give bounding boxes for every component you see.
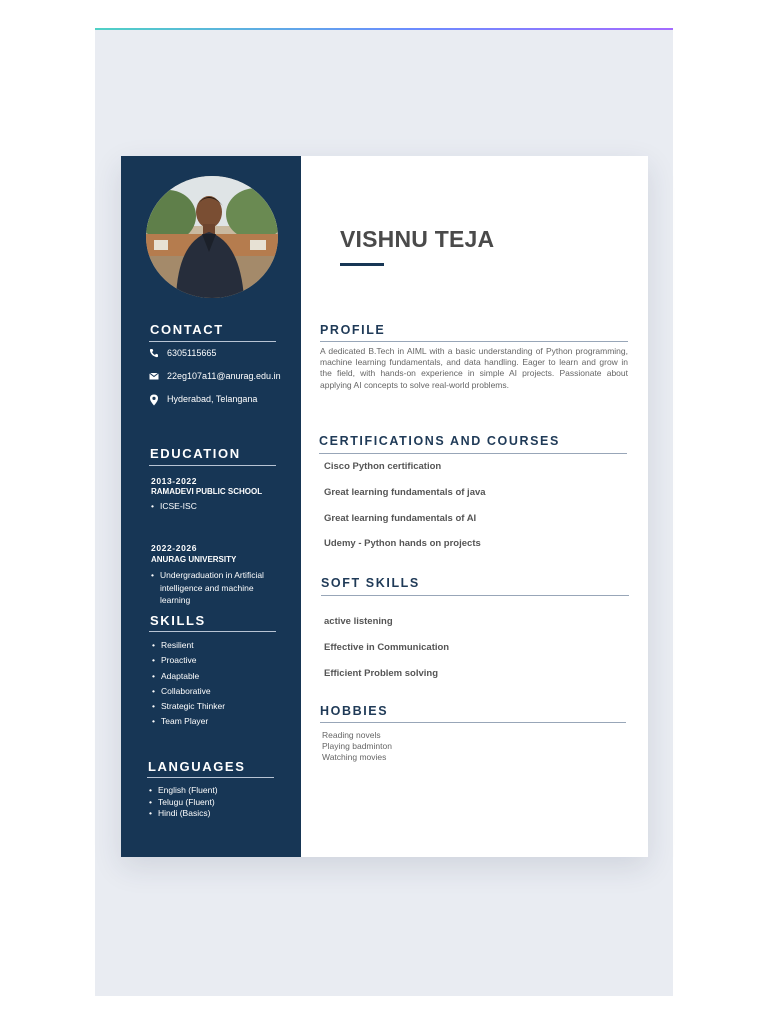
- languages-list: [149, 785, 218, 820]
- skill-item: • Proactive: [152, 653, 225, 668]
- language-item: • Telugu (Fluent): [149, 797, 218, 809]
- contact-divider: [149, 341, 276, 342]
- language-item: • English (Fluent): [149, 785, 218, 797]
- name-underline: [340, 263, 384, 266]
- education-heading: EDUCATION: [150, 446, 241, 461]
- education-school: RAMADEVI PUBLIC SCHOOL: [151, 487, 263, 496]
- skills-heading: SKILLS: [150, 613, 206, 628]
- resume-sidebar: [121, 156, 301, 857]
- skill-item: • Adaptable: [152, 669, 225, 684]
- education-detail: • Undergraduation in Artificial intelligence and machine learning: [151, 569, 279, 607]
- profile-photo: [146, 176, 278, 298]
- certifications-divider: [319, 453, 627, 454]
- hobby-item: Playing badminton: [322, 741, 392, 751]
- languages-heading: LANGUAGES: [148, 759, 246, 774]
- certification-item: Cisco Python certification: [324, 461, 442, 472]
- skill-item: • Collaborative: [152, 684, 225, 699]
- soft-skill-item: Efficient Problem solving: [324, 668, 439, 679]
- location-pin-icon: [149, 394, 159, 404]
- profile-heading: PROFILE: [320, 323, 386, 337]
- email-address: 22eg107a11@anurag.edu.in: [167, 371, 281, 381]
- education-detail: • ICSE-ISC: [151, 501, 281, 511]
- soft-skills-heading: SOFT SKILLS: [321, 576, 420, 590]
- education-years: 2022-2026: [151, 543, 198, 553]
- hobby-item: Reading novels: [322, 730, 381, 740]
- mail-icon: [149, 371, 159, 381]
- hobbies-divider: [320, 722, 626, 723]
- education-years: 2013-2022: [151, 476, 198, 486]
- location-text: Hyderabad, Telangana: [167, 394, 258, 404]
- hobbies-heading: HOBBIES: [320, 704, 389, 718]
- soft-skills-divider: [321, 595, 629, 596]
- document-canvas: [95, 28, 673, 996]
- skill-item: • Strategic Thinker: [152, 699, 225, 714]
- contact-phone: [149, 348, 216, 358]
- certifications-heading: CERTIFICATIONS AND COURSES: [319, 434, 560, 448]
- education-detail-list: [151, 569, 279, 607]
- soft-skill-item: Effective in Communication: [324, 642, 450, 653]
- skill-item: • Team Player: [152, 714, 225, 729]
- contact-heading: CONTACT: [150, 322, 224, 337]
- certification-item: Udemy - Python hands on projects: [324, 538, 481, 549]
- language-item: • Hindi (Basics): [149, 808, 218, 820]
- certification-item: Great learning fundamentals of AI: [324, 513, 477, 524]
- education-detail-list: [151, 501, 281, 511]
- resume-page: [121, 156, 648, 857]
- hobby-item: Watching movies: [322, 752, 387, 762]
- profile-text: A dedicated B.Tech in AIML with a basic understanding of Python programming, machine learning fundamentals, and data handling. Eager to learn and grow in the field, with hands-on experience in simple AI projects. Passionate about applying AI concepts to solve real-world problems.: [320, 346, 628, 390]
- contact-location: [149, 394, 257, 404]
- profile-divider: [320, 341, 628, 342]
- skill-item: • Resilient: [152, 638, 225, 653]
- phone-number: 6305115665: [167, 348, 217, 358]
- contact-email: [149, 371, 281, 381]
- resume-name: VISHNU TEJA: [340, 226, 495, 252]
- phone-icon: [149, 348, 159, 358]
- education-school: ANURAG UNIVERSITY: [151, 555, 237, 564]
- languages-divider: [147, 777, 274, 778]
- certification-item: Great learning fundamentals of java: [324, 487, 486, 498]
- skills-list: [152, 638, 225, 730]
- soft-skill-item: active listening: [324, 616, 393, 627]
- education-divider: [149, 465, 276, 466]
- top-accent-line: [95, 28, 673, 30]
- skills-divider: [149, 631, 276, 632]
